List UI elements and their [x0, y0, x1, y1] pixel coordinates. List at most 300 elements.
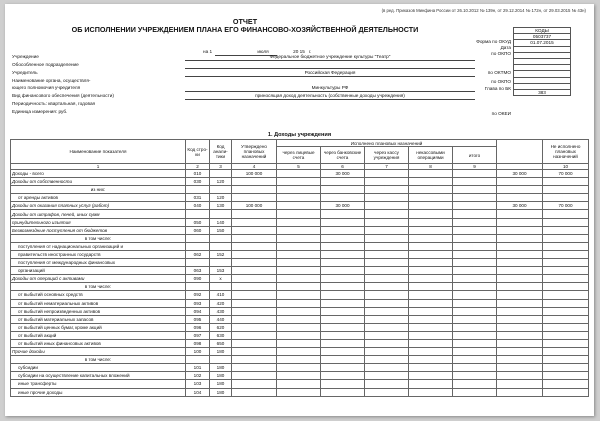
cell-line	[186, 210, 210, 218]
cell-not_exec[interactable]	[543, 234, 589, 242]
cell-spacer	[453, 275, 497, 283]
cell-total[interactable]	[497, 283, 543, 291]
cell-bank[interactable]	[321, 323, 365, 331]
cell-approved[interactable]	[232, 267, 277, 275]
cell-not_exec[interactable]	[543, 194, 589, 202]
row-name: Безвозмездные поступления от бюджетов	[11, 226, 186, 234]
cell-spacer	[453, 267, 497, 275]
cell-personal[interactable]	[277, 331, 321, 339]
cell-approved[interactable]	[232, 339, 277, 347]
cell-spacer	[453, 250, 497, 258]
cell-approved[interactable]: 100 000	[232, 170, 277, 178]
table-row	[11, 234, 589, 242]
table-row	[11, 186, 589, 194]
table-row	[11, 259, 589, 267]
cell-total[interactable]	[497, 372, 543, 380]
cell-cash[interactable]	[365, 178, 409, 186]
row-name: Доходы от операций с активами	[11, 275, 186, 283]
col-line-code: Код стро-ки	[186, 140, 210, 164]
cell-total[interactable]	[497, 226, 543, 234]
cell-total[interactable]	[497, 234, 543, 242]
col-number: 4	[232, 164, 277, 170]
cell-total[interactable]	[497, 250, 543, 258]
table-row	[11, 275, 589, 283]
cell-total[interactable]: 30 000	[497, 202, 543, 210]
cell-approved[interactable]	[232, 372, 277, 380]
code-okei[interactable]: 383	[514, 89, 571, 95]
cell-noncash[interactable]	[409, 250, 453, 258]
cell-cash[interactable]	[365, 210, 409, 218]
cell-personal[interactable]	[277, 315, 321, 323]
cell-bank[interactable]	[321, 315, 365, 323]
cell-approved[interactable]	[232, 259, 277, 267]
cell-personal[interactable]	[277, 218, 321, 226]
cell-bank[interactable]: 30 000	[321, 202, 365, 210]
col-not-executed: Не исполнено плановых назначений	[543, 140, 589, 164]
cell-not_exec[interactable]	[543, 299, 589, 307]
cell-total[interactable]	[497, 299, 543, 307]
cell-total[interactable]	[497, 307, 543, 315]
cell-an: 420	[210, 299, 232, 307]
date-prefix: на 1	[203, 49, 213, 54]
cell-bank[interactable]	[321, 283, 365, 291]
cell-cash[interactable]	[365, 339, 409, 347]
cell-not_exec[interactable]	[543, 380, 589, 388]
cell-approved[interactable]	[232, 356, 277, 364]
cell-not_exec[interactable]	[543, 186, 589, 194]
cell-noncash[interactable]	[409, 259, 453, 267]
cell-cash[interactable]	[365, 364, 409, 372]
cell-noncash[interactable]	[409, 339, 453, 347]
cell-bank[interactable]	[321, 388, 365, 396]
cell-noncash[interactable]	[409, 348, 453, 356]
table-row	[11, 283, 589, 291]
cell-total[interactable]	[497, 315, 543, 323]
col-bank: через банковские счета	[321, 147, 365, 164]
cell-cash[interactable]	[365, 267, 409, 275]
cell-approved[interactable]	[232, 331, 277, 339]
cell-noncash[interactable]	[409, 226, 453, 234]
cell-cash[interactable]	[365, 226, 409, 234]
cell-spacer	[453, 210, 497, 218]
cell-spacer	[453, 299, 497, 307]
row-name: от выбытий ценных бумаг, кроме акций	[11, 323, 186, 331]
row-name: иные прочие доходы	[11, 388, 186, 396]
cell-not_exec[interactable]	[543, 242, 589, 250]
date-year[interactable]: 20 15	[293, 49, 305, 54]
table-row	[11, 372, 589, 380]
cell-an	[210, 356, 232, 364]
label-institution: Учреждение	[12, 54, 39, 59]
label-periodicity: Периодичность: квартальная, годовая	[12, 101, 96, 106]
cell-noncash[interactable]	[409, 299, 453, 307]
cell-total[interactable]	[497, 323, 543, 331]
col-number: 9	[453, 164, 497, 170]
finance-type-value[interactable]: приносящая доход деятельность (собственные доходы учреждения)	[255, 93, 405, 98]
cell-cash[interactable]	[365, 307, 409, 315]
cell-approved[interactable]	[232, 307, 277, 315]
cell-bank[interactable]	[321, 380, 365, 388]
code-date[interactable]: 01.07.2015	[514, 40, 571, 46]
cell-approved[interactable]	[232, 178, 277, 186]
cell-personal[interactable]	[277, 170, 321, 178]
cell-total[interactable]	[497, 218, 543, 226]
date-month[interactable]: июля	[257, 49, 269, 54]
cell-cash[interactable]	[365, 218, 409, 226]
table-row	[11, 331, 589, 339]
cell-approved[interactable]	[232, 323, 277, 331]
cell-noncash[interactable]	[409, 356, 453, 364]
cell-spacer	[453, 339, 497, 347]
cell-approved[interactable]	[232, 364, 277, 372]
cell-bank[interactable]	[321, 234, 365, 242]
cell-cash[interactable]	[365, 234, 409, 242]
cell-bank[interactable]	[321, 178, 365, 186]
cell-not_exec[interactable]	[543, 275, 589, 283]
cell-cash[interactable]	[365, 315, 409, 323]
cell-personal[interactable]	[277, 178, 321, 186]
cell-personal[interactable]	[277, 275, 321, 283]
cell-personal[interactable]	[277, 299, 321, 307]
cell-an: 180	[210, 380, 232, 388]
cell-not_exec[interactable]	[543, 315, 589, 323]
cell-noncash[interactable]	[409, 331, 453, 339]
cell-not_exec[interactable]	[543, 372, 589, 380]
cell-personal[interactable]	[277, 356, 321, 364]
income-table	[10, 139, 589, 397]
row-name: в том числе:	[11, 356, 186, 364]
cell-an: 630	[210, 331, 232, 339]
cell-cash[interactable]	[365, 275, 409, 283]
row-name: в том числе:	[11, 234, 186, 242]
cell-personal[interactable]	[277, 194, 321, 202]
cell-not_exec[interactable]	[543, 267, 589, 275]
cell-noncash[interactable]	[409, 372, 453, 380]
cell-approved[interactable]	[232, 226, 277, 234]
cell-personal[interactable]	[277, 267, 321, 275]
col-number: 10	[543, 164, 589, 170]
cell-spacer	[453, 218, 497, 226]
cell-not_exec[interactable]	[543, 210, 589, 218]
institution-value[interactable]: Федеральное бюджетное учреждение культуры "Театр"	[269, 54, 391, 59]
cell-an: 150	[210, 226, 232, 234]
cell-cash[interactable]	[365, 348, 409, 356]
row-name: из них:	[11, 186, 186, 194]
cell-total[interactable]: 30 000	[497, 170, 543, 178]
cell-not_exec[interactable]	[543, 331, 589, 339]
report-sheet	[5, 4, 594, 416]
cell-not_exec[interactable]	[543, 226, 589, 234]
cell-personal[interactable]	[277, 339, 321, 347]
cell-line	[186, 283, 210, 291]
report-title: ОТЧЕТ	[232, 17, 258, 26]
cell-personal[interactable]	[277, 323, 321, 331]
cell-bank[interactable]	[321, 267, 365, 275]
cell-not_exec[interactable]	[543, 218, 589, 226]
cell-an	[210, 259, 232, 267]
cell-not_exec[interactable]	[543, 291, 589, 299]
cell-not_exec[interactable]	[543, 178, 589, 186]
cell-approved[interactable]	[232, 348, 277, 356]
cell-total[interactable]	[497, 210, 543, 218]
cell-bank[interactable]	[321, 348, 365, 356]
cell-personal[interactable]	[277, 202, 321, 210]
cell-an: 430	[210, 307, 232, 315]
cell-spacer	[453, 242, 497, 250]
codes-header: КОДЫ	[514, 28, 571, 34]
cell-approved[interactable]	[232, 218, 277, 226]
cell-bank[interactable]	[321, 218, 365, 226]
cell-bank[interactable]	[321, 250, 365, 258]
cell-total[interactable]	[497, 339, 543, 347]
cell-bank[interactable]	[321, 186, 365, 194]
cell-approved[interactable]	[232, 194, 277, 202]
cell-not_exec[interactable]: 70 000	[543, 202, 589, 210]
cell-not_exec[interactable]	[543, 348, 589, 356]
cell-noncash[interactable]	[409, 170, 453, 178]
cell-line: 031	[186, 194, 210, 202]
cell-an	[210, 170, 232, 178]
cell-not_exec[interactable]	[543, 283, 589, 291]
cell-bank[interactable]	[321, 299, 365, 307]
cell-an: 620	[210, 323, 232, 331]
label-okpo-2: по ОКПО	[491, 79, 511, 84]
cell-personal[interactable]	[277, 250, 321, 258]
cell-personal[interactable]	[277, 307, 321, 315]
cell-not_exec[interactable]: 70 000	[543, 170, 589, 178]
cell-bank[interactable]	[321, 291, 365, 299]
cell-noncash[interactable]	[409, 178, 453, 186]
table-row	[11, 299, 589, 307]
cell-total[interactable]	[497, 242, 543, 250]
cell-spacer	[453, 380, 497, 388]
cell-approved[interactable]	[232, 291, 277, 299]
cell-personal[interactable]	[277, 291, 321, 299]
cell-not_exec[interactable]	[543, 259, 589, 267]
cell-noncash[interactable]	[409, 275, 453, 283]
cell-bank[interactable]	[321, 210, 365, 218]
cell-bank[interactable]: 30 000	[321, 170, 365, 178]
cell-personal[interactable]	[277, 186, 321, 194]
cell-approved[interactable]	[232, 250, 277, 258]
cell-cash[interactable]	[365, 242, 409, 250]
cell-not_exec[interactable]	[543, 364, 589, 372]
row-name: правительств иностранных государств	[11, 250, 186, 258]
cell-total[interactable]	[497, 186, 543, 194]
row-name: Доходы от оказания платных услуг (работ)	[11, 202, 186, 210]
cell-cash[interactable]	[365, 259, 409, 267]
cell-total[interactable]	[497, 364, 543, 372]
cell-cash[interactable]	[365, 380, 409, 388]
row-name: субсидии на осуществление капитальных вложений	[11, 372, 186, 380]
cell-cash[interactable]	[365, 323, 409, 331]
cell-approved[interactable]	[232, 315, 277, 323]
cell-cash[interactable]	[365, 356, 409, 364]
cell-noncash[interactable]	[409, 283, 453, 291]
table-row	[11, 388, 589, 396]
cell-noncash[interactable]	[409, 194, 453, 202]
col-number: 7	[365, 164, 409, 170]
cell-not_exec[interactable]	[543, 339, 589, 347]
cell-noncash[interactable]	[409, 267, 453, 275]
cell-approved[interactable]	[232, 186, 277, 194]
cell-noncash[interactable]	[409, 315, 453, 323]
col-spacer	[497, 140, 543, 164]
label-date: Дата	[500, 45, 511, 50]
col-number: 1	[11, 164, 186, 170]
cell-noncash[interactable]	[409, 323, 453, 331]
label-bk: Глава по БК	[484, 86, 511, 91]
cell-bank[interactable]	[321, 307, 365, 315]
cell-total[interactable]	[497, 267, 543, 275]
cell-approved[interactable]	[232, 275, 277, 283]
cell-an: 130	[210, 202, 232, 210]
table-row	[11, 194, 589, 202]
cell-total[interactable]	[497, 194, 543, 202]
cell-approved[interactable]	[232, 380, 277, 388]
cell-line: 100	[186, 348, 210, 356]
cell-total[interactable]	[497, 259, 543, 267]
row-name: принудительного изъятия	[11, 218, 186, 226]
cell-line: 101	[186, 364, 210, 372]
cell-noncash[interactable]	[409, 364, 453, 372]
cell-total[interactable]	[497, 178, 543, 186]
cell-spacer	[453, 323, 497, 331]
label-authority-2: ющего полномочия учредителя	[12, 85, 81, 90]
cell-bank[interactable]	[321, 331, 365, 339]
table-row	[11, 267, 589, 275]
cell-bank[interactable]	[321, 372, 365, 380]
cell-personal[interactable]	[277, 283, 321, 291]
cell-approved[interactable]	[232, 299, 277, 307]
table-row	[11, 339, 589, 347]
edition-note: (в ред. Приказов Минфина России от 26.10.2012 № 139н, от 29.12.2014 № 172н, от 29.03.2015 № 43н)	[381, 8, 586, 13]
cell-not_exec[interactable]	[543, 250, 589, 258]
cell-total[interactable]	[497, 291, 543, 299]
table-row	[11, 218, 589, 226]
cell-line: 103	[186, 380, 210, 388]
cell-bank[interactable]	[321, 194, 365, 202]
cell-personal[interactable]	[277, 364, 321, 372]
cell-noncash[interactable]	[409, 388, 453, 396]
cell-noncash[interactable]	[409, 234, 453, 242]
cell-personal[interactable]	[277, 259, 321, 267]
cell-personal[interactable]	[277, 210, 321, 218]
cell-total[interactable]	[497, 348, 543, 356]
cell-not_exec[interactable]	[543, 388, 589, 396]
cell-cash[interactable]	[365, 331, 409, 339]
cell-noncash[interactable]	[409, 186, 453, 194]
cell-total[interactable]	[497, 388, 543, 396]
cell-bank[interactable]	[321, 275, 365, 283]
cell-not_exec[interactable]	[543, 307, 589, 315]
cell-spacer	[453, 388, 497, 396]
cell-approved[interactable]: 100 000	[232, 202, 277, 210]
cell-line	[186, 242, 210, 250]
cell-an: 153	[210, 267, 232, 275]
cell-line: 092	[186, 291, 210, 299]
cell-noncash[interactable]	[409, 307, 453, 315]
cell-personal[interactable]	[277, 348, 321, 356]
founder-value[interactable]: Российская Федерация	[304, 70, 356, 75]
cell-noncash[interactable]	[409, 218, 453, 226]
cell-approved[interactable]	[232, 210, 277, 218]
report-subtitle: ОБ ИСПОЛНЕНИИ УЧРЕЖДЕНИЕМ ПЛАНА ЕГО ФИНАНСОВО-ХОЗЯЙСТВЕННОЙ ДЕЯТЕЛЬНОСТИ	[71, 25, 419, 34]
cell-bank[interactable]	[321, 356, 365, 364]
table-row	[11, 170, 589, 178]
cell-not_exec[interactable]	[543, 356, 589, 364]
cell-noncash[interactable]	[409, 380, 453, 388]
col-personal: через лицевые счета	[277, 147, 321, 164]
cell-bank[interactable]	[321, 259, 365, 267]
cell-personal[interactable]	[277, 380, 321, 388]
cell-spacer	[453, 291, 497, 299]
table-row	[11, 178, 589, 186]
cell-cash[interactable]	[365, 170, 409, 178]
cell-personal[interactable]	[277, 242, 321, 250]
cell-noncash[interactable]	[409, 291, 453, 299]
cell-bank[interactable]	[321, 226, 365, 234]
cell-personal[interactable]	[277, 226, 321, 234]
cell-bank[interactable]	[321, 339, 365, 347]
table-row	[11, 356, 589, 364]
cell-line: 093	[186, 299, 210, 307]
authority-value[interactable]: Минкультуры РФ	[311, 85, 349, 90]
cell-cash[interactable]	[365, 194, 409, 202]
label-okpo: по ОКПО	[491, 51, 511, 56]
cell-cash[interactable]	[365, 299, 409, 307]
cell-an: 650	[210, 339, 232, 347]
cell-noncash[interactable]	[409, 210, 453, 218]
col-number: 5	[277, 164, 321, 170]
col-number: 8	[409, 164, 453, 170]
cell-cash[interactable]	[365, 372, 409, 380]
cell-total[interactable]	[497, 356, 543, 364]
cell-spacer	[453, 372, 497, 380]
cell-cash[interactable]	[365, 250, 409, 258]
code-okud[interactable]: 0503737	[514, 34, 571, 40]
table-row	[11, 364, 589, 372]
col-executed: Исполнено плановых назначений	[277, 140, 497, 147]
cell-an: 120	[210, 178, 232, 186]
col-approved: Утверждено плановых назначений	[232, 140, 277, 164]
col-analytics-code: Код анали-тики	[210, 140, 232, 164]
cell-personal[interactable]	[277, 372, 321, 380]
row-name: от выбытий материальных запасов	[11, 315, 186, 323]
cell-cash[interactable]	[365, 291, 409, 299]
label-subdivision: Обособленное подразделение	[12, 62, 79, 67]
cell-not_exec[interactable]	[543, 323, 589, 331]
cell-bank[interactable]	[321, 242, 365, 250]
cell-cash[interactable]	[365, 388, 409, 396]
cell-cash[interactable]	[365, 283, 409, 291]
col-noncash: некассовыми операциями	[409, 147, 453, 164]
cell-total[interactable]	[497, 380, 543, 388]
cell-noncash[interactable]	[409, 202, 453, 210]
cell-bank[interactable]	[321, 364, 365, 372]
cell-personal[interactable]	[277, 234, 321, 242]
cell-approved[interactable]	[232, 283, 277, 291]
cell-approved[interactable]	[232, 388, 277, 396]
cell-total[interactable]	[497, 331, 543, 339]
cell-cash[interactable]	[365, 186, 409, 194]
cell-cash[interactable]	[365, 202, 409, 210]
cell-approved[interactable]	[232, 242, 277, 250]
cell-total[interactable]	[497, 275, 543, 283]
cell-noncash[interactable]	[409, 242, 453, 250]
cell-approved[interactable]	[232, 234, 277, 242]
cell-personal[interactable]	[277, 388, 321, 396]
